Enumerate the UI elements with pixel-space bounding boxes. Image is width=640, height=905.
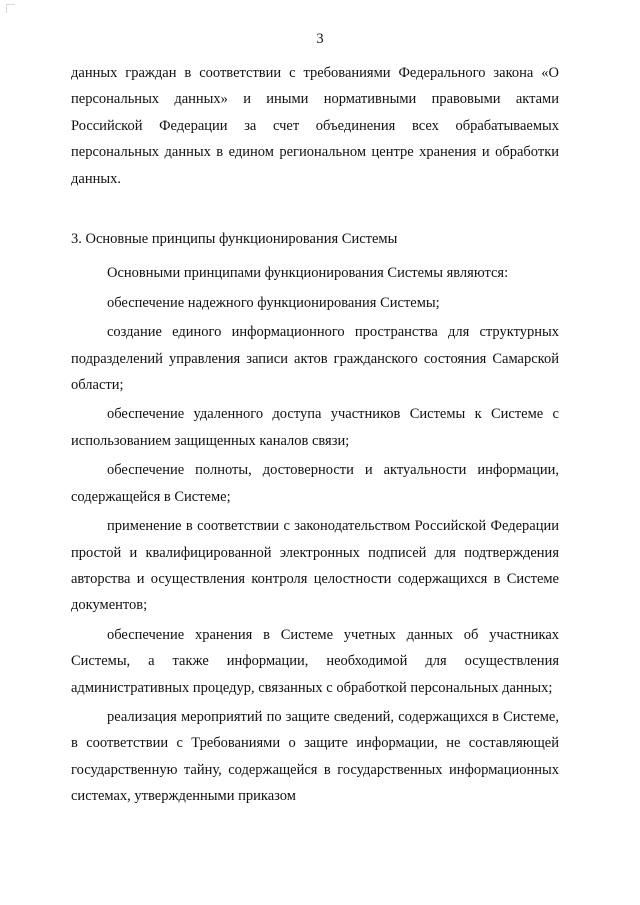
scan-corner-mark [6, 4, 15, 13]
section-heading: 3. Основные принципы функционирования Системы [71, 231, 398, 248]
paragraph-principles-intro: Основными принципами функционирования Системы являются: [107, 265, 509, 282]
paragraph-reliable-operation: обеспечение надежного функционирования Системы; [107, 294, 440, 311]
paragraph-information-protection: реализация мероприятий по защите сведений, содержащихся в Системе, в соответствии с Требованиями о защите информации, не составляющей государственную тайну, содержащейся в государственных информационных системах, утвержденными приказом [71, 708, 559, 805]
intro-paragraph: данных граждан в соответствии с требованиями Федерального закона «О персональных данных» и иными нормативными правовыми актами Российской Федерации за счет объединения всех обрабатываемых персональных данных в едином региональном центре хранения и обработки данных. [71, 65, 559, 187]
paragraph-unified-space: создание единого информационного пространства для структурных подразделений управления записи актов гражданского состояния Самарской области; [71, 324, 559, 394]
paragraph-electronic-signatures: применение в соответствии с законодательством Российской Федерации простой и квалифицированной электронных подписей для подтверждения авторства и осуществления контроля целостности содержащихся в Системе документов; [71, 518, 559, 614]
paragraph-information-completeness: обеспечение полноты, достоверности и актуальности информации, содержащейся в Системе; [71, 462, 559, 505]
page-number: 3 [316, 31, 324, 47]
paragraph-data-storage: обеспечение хранения в Системе учетных данных об участниках Системы, а также информации, необходимой для осуществления административных процедур, связанных с обработкой персональных данных; [71, 626, 559, 696]
paragraph-remote-access: обеспечение удаленного доступа участников Системы к Системе с использованием защищенных каналов связи; [71, 406, 559, 449]
document-body [71, 60, 559, 810]
